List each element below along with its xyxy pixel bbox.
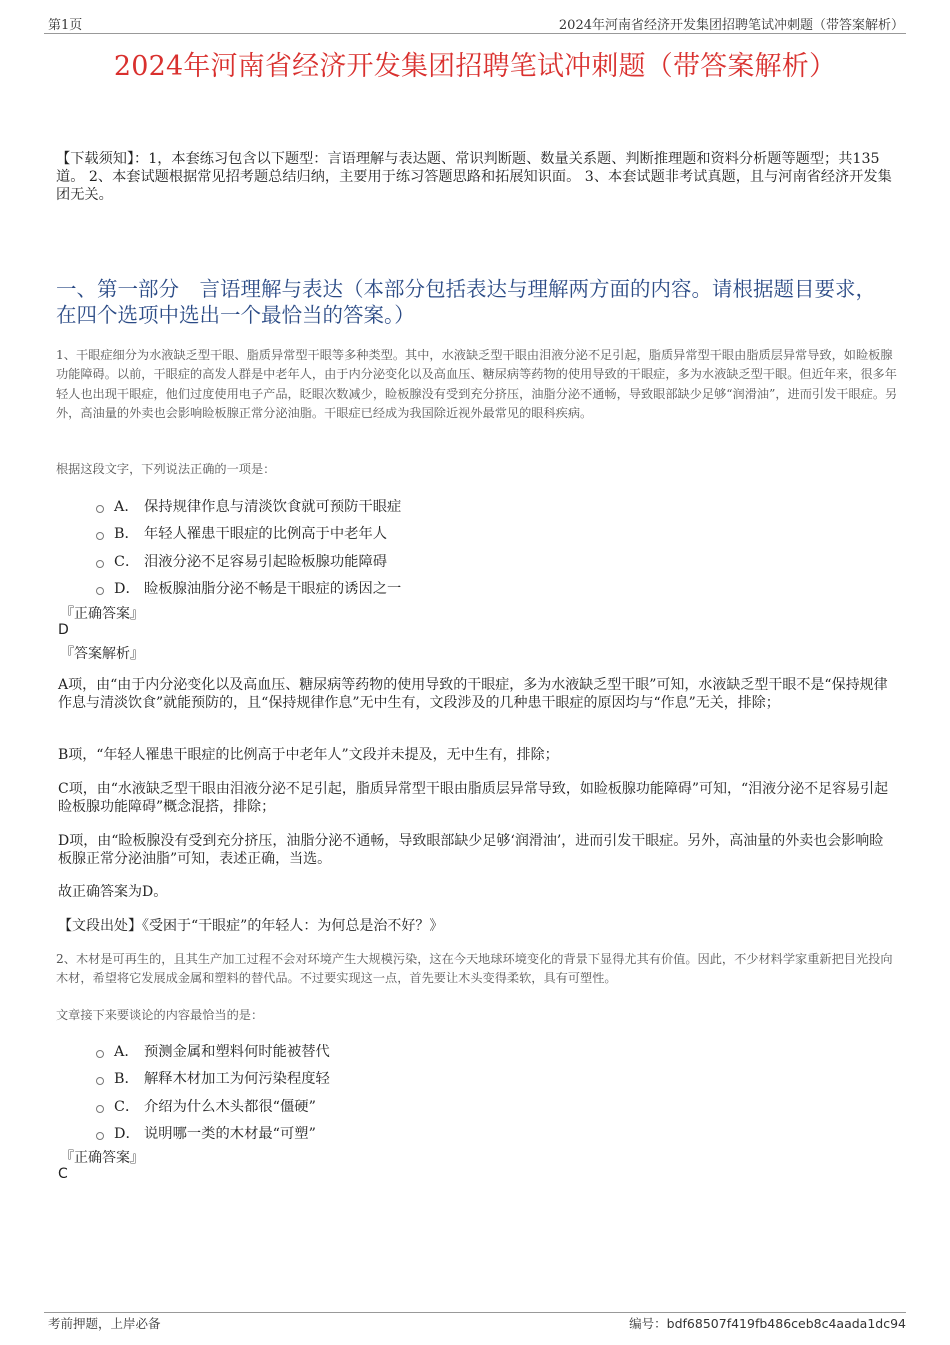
question-1-options xyxy=(96,492,401,602)
option-d[interactable]: D． 睑板腺油脂分泌不畅是干眼症的诱因之一 xyxy=(96,575,401,603)
header-doc-title: 2024年河南省经济开发集团招聘笔试冲刺题（带答案解析） xyxy=(558,18,904,33)
correct-answer-value: C xyxy=(58,1166,68,1182)
page-number: 第1页 xyxy=(48,18,83,33)
doc-id-label: 编号： xyxy=(629,1316,667,1331)
radio-button-icon[interactable] xyxy=(96,532,104,540)
question-2-prompt: 文章接下来要谈论的内容最恰当的是： xyxy=(56,1008,264,1022)
footer-divider xyxy=(44,1312,906,1313)
analysis-option-b: B项，“年轻人罹患干眼症的比例高于中老年人”文段并未提及，无中生有，排除； xyxy=(58,747,559,763)
option-a[interactable]: A． 保持规律作息与清淡饮食就可预防干眼症 xyxy=(96,492,401,520)
analysis-label: 『答案解析』 xyxy=(60,646,144,662)
radio-button-icon[interactable] xyxy=(96,1105,104,1113)
option-b[interactable]: B． 解释木材加工为何污染程度轻 xyxy=(96,1065,330,1093)
doc-id-value: bdf68507f419fb486ceb8c4aada1dc94 xyxy=(666,1316,906,1331)
page-title: 2024年河南省经济开发集团招聘笔试冲刺题（带答案解析） xyxy=(113,51,837,82)
question-1-text: 1、干眼症细分为水液缺乏型干眼、脂质异常型干眼等多种类型。其中，水液缺乏型干眼由泪液分泌不足引起，脂质异常型干眼由脂质层异常导致，如睑板腺功能障碍。以前，干眼症的高发人群是中老年人，由于内分泌变化以及高血压、糖尿病等药物的使用导致的干眼症，多为水液缺乏型干眼。但近年来，很多年轻人也出现干眼症，他们过度使用电子产品，眨眼次数减少，睑板腺没有受到充分挤压，油脂分泌不通畅，导致眼部缺少足够“润滑油”，进而引发干眼症。另外，高油量的外卖也会影响睑板腺正常分泌油脂。干眼症已经成为我国除近视外最常见的眼科疾病。 xyxy=(56,348,898,421)
question-1-prompt: 根据这段文字，下列说法正确的一项是： xyxy=(56,462,276,476)
option-text: 泪液分泌不足容易引起睑板腺功能障碍 xyxy=(144,553,388,570)
option-d[interactable]: D． 说明哪一类的木材最“可塑” xyxy=(96,1120,330,1148)
option-text: 预测金属和塑料何时能被替代 xyxy=(144,1043,330,1060)
radio-button-icon[interactable] xyxy=(96,505,104,513)
analysis-conclusion: 故正确答案为D。 xyxy=(58,884,168,900)
question-2-options xyxy=(96,1037,330,1147)
option-a[interactable]: A． 预测金属和塑料何时能被替代 xyxy=(96,1037,330,1065)
radio-button-icon[interactable] xyxy=(96,587,104,595)
analysis-option-a: A项，由“由于内分泌变化以及高血压、糖尿病等药物的使用导致的干眼症，多为水液缺乏型干眼”可知，水液缺乏型干眼不是“保持规律作息与清淡饮食”就能预防的，且“保持规律作息”无中生有，文段涉及的几种患干眼症的原因均与“作息”无关，排除； xyxy=(58,677,888,712)
analysis-option-c: C项，由“水液缺乏型干眼由泪液分泌不足引起，脂质异常型干眼由脂质层异常导致，如睑板腺功能障碍”可知，“泪液分泌不足容易引起睑板腺功能障碍”概念混搭，排除； xyxy=(58,781,889,816)
option-text: 保持规律作息与清淡饮食就可预防干眼症 xyxy=(144,498,402,515)
footer-doc-id xyxy=(629,1314,906,1332)
radio-button-icon[interactable] xyxy=(96,1050,104,1058)
question-2-text: 2、木材是可再生的，且其生产加工过程不会对环境产生大规模污染，这在今天地球环境变化的背景下显得尤其有价值。因此，不少材料学家重新把目光投向木材，希望将它发展成金属和塑料的替代品。不过要实现这一点，首先要让木头变得柔软，具有可塑性。 xyxy=(56,952,893,986)
option-text: 睑板腺油脂分泌不畅是干眼症的诱因之一 xyxy=(144,581,402,598)
radio-button-icon[interactable] xyxy=(96,1132,104,1140)
correct-answer-label: 『正确答案』 xyxy=(60,1150,144,1166)
option-c[interactable]: C． 泪液分泌不足容易引起睑板腺功能障碍 xyxy=(96,547,401,575)
option-c[interactable]: C． 介绍为什么木头都很“僵硬” xyxy=(96,1092,330,1120)
radio-button-icon[interactable] xyxy=(96,560,104,568)
footer-slogan: 考前押题，上岸必备 xyxy=(48,1316,161,1331)
option-text: 年轻人罹患干眼症的比例高于中老年人 xyxy=(144,526,388,543)
option-text: 解释木材加工为何污染程度轻 xyxy=(144,1071,330,1088)
correct-answer-label: 『正确答案』 xyxy=(60,606,144,622)
section-heading: 一、第一部分 言语理解与表达（本部分包括表达与理解两方面的内容。请根据题目要求，在四个选项中选出一个最恰当的答案。） xyxy=(56,277,876,327)
passage-source: 【文段出处】《受困于“干眼症”的年轻人：为何总是治不好？》 xyxy=(58,918,444,934)
analysis-option-d: D项，由“睑板腺没有受到充分挤压，油脂分泌不通畅，导致眼部缺少足够‘润滑油’，进而引发干眼症。另外，高油量的外卖也会影响睑板腺正常分泌油脂”可知，表述正确，当选。 xyxy=(58,833,884,868)
correct-answer-value: D xyxy=(58,622,69,638)
download-notice: 【下载须知】：1，本套练习包含以下题型：言语理解与表达题、常识判断题、数量关系题、判断推理题和资料分析题等题型；共135道。 2、本套试题根据常见招考题总结归纳，主要用于练习答题思路和拓展知识面。 3、本套试题非考试真题，且与河南省经济开发集团无关。 xyxy=(56,151,892,203)
option-text: 说明哪一类的木材最“可塑” xyxy=(144,1126,316,1143)
radio-button-icon[interactable] xyxy=(96,1077,104,1085)
header-divider xyxy=(44,33,906,34)
option-text: 介绍为什么木头都很“僵硬” xyxy=(144,1098,316,1115)
option-b[interactable]: B． 年轻人罹患干眼症的比例高于中老年人 xyxy=(96,520,401,548)
